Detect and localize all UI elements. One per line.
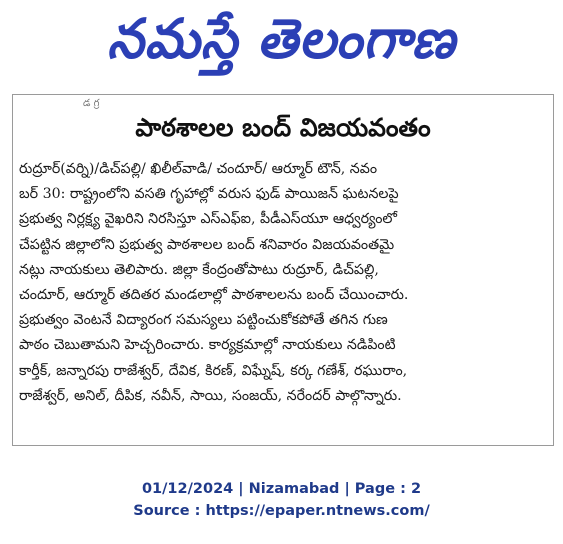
body-line: ప్రభుత్వ నిర్లక్ష్య వైఖరిని నిరసిస్తూ ఎస్ఎఫ్ఐ, పీడీఎస్‌యూ ఆధ్వర్యంలో	[19, 211, 397, 228]
body-line: పాఠం చెబుతామని హెచ్చరించారు. కార్యక్రమాల్లో నాయకులు నడిపింటి	[19, 337, 396, 354]
body-line: చేపట్టిన జిల్లాలోని ప్రభుత్వ పాఠశాలల బంద్ శనివారం విజయవంతమై	[19, 236, 395, 253]
body-line: ప్రభుత్వం వెంటనే విద్యారంగ సమస్యలు పట్టించుకోకపోతే తగిన గుణ	[19, 312, 388, 329]
body-line: నట్లు నాయకులు తెలిపారు. జిల్లా కేంద్రంతోపాటు రుద్రూర్, డిచ్‌పల్లి,	[19, 261, 379, 278]
body-line: చందూర్, ఆర్మూర్ తదితర మండలాల్లో పాఠశాలలను బంద్ చేయించారు.	[19, 287, 409, 304]
clipping-footer	[0, 478, 563, 522]
masthead-title: నమస్తే తెలంగాణ	[107, 7, 456, 71]
body-line: కార్తీక్, జన్నారపు రాజేశ్వర్, దేవిక, కిరణ్, విఘ్నేష్, కర్క గణేశ్, రఘురాం,	[19, 362, 408, 379]
edition-dateline: 01/12/2024 | Nizamabad | Page : 2	[141, 481, 422, 497]
article-body	[19, 157, 545, 409]
newspaper-masthead	[0, 0, 563, 92]
article-clipping	[12, 94, 554, 446]
body-line: బర్ 30: రాష్ట్రంలోని వసతి గృహాల్లో వరుస ఫుడ్ పాయిజన్ ఘటనలపై	[19, 186, 399, 203]
body-line: రాజేశ్వర్, అనిల్, దీపిక, నవీన్, సాయి, సంజయ్, నరేందర్ పాల్గొన్నారు.	[19, 387, 402, 404]
clipped-text-fragment: డ గ్ర	[83, 98, 100, 109]
article-headline: పాఠశాలల బంద్ విజయవంతం	[135, 113, 431, 142]
source-link[interactable]: Source : https://epaper.ntnews.com/	[133, 503, 430, 519]
body-line: రుద్రూర్(వర్ని)/డిచ్‌పల్లి/ ఖిలీల్‌వాడి/ చందూర్/ ఆర్మూర్ టౌన్, నవం	[19, 161, 378, 177]
